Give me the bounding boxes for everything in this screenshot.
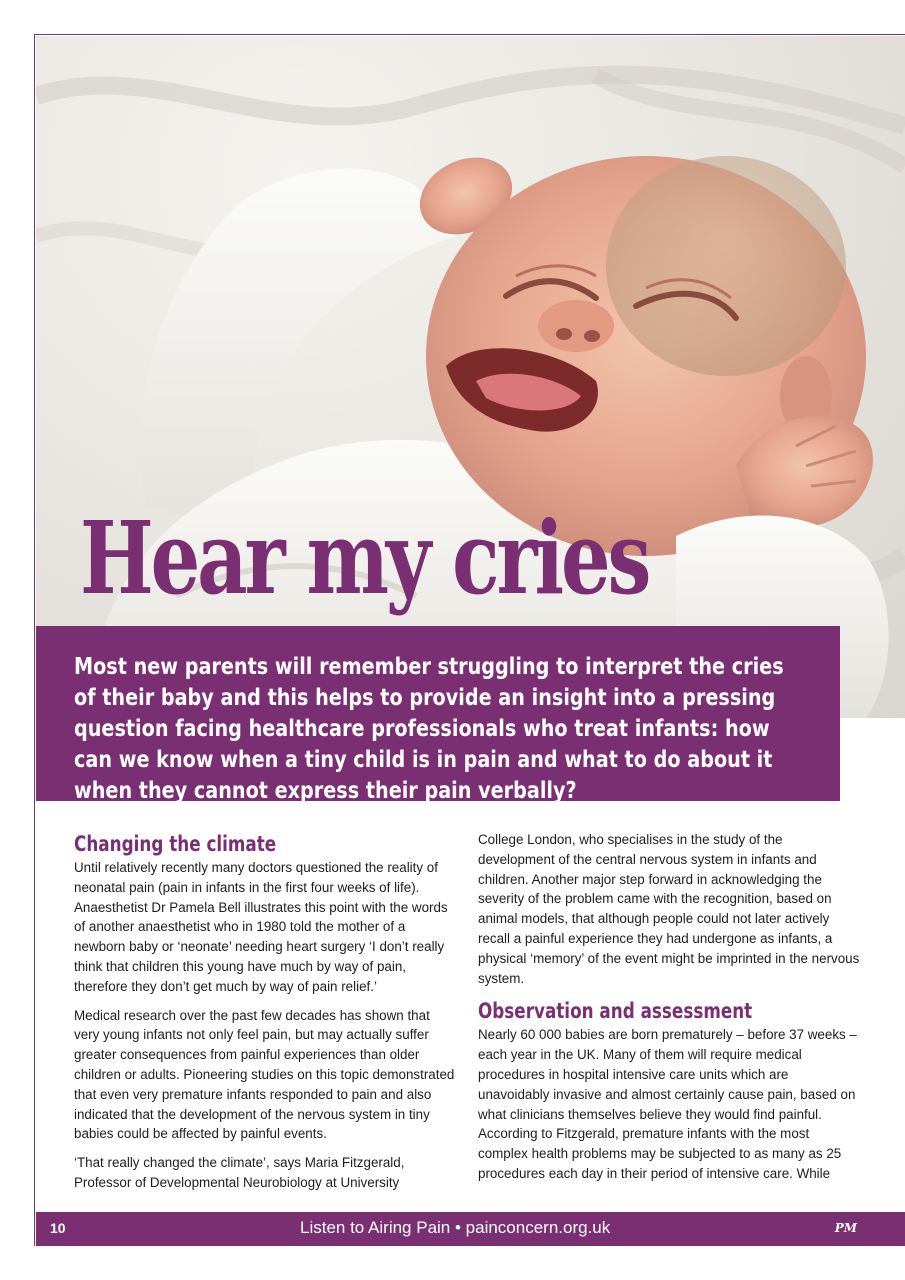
body-paragraph: Nearly 60 000 babies are born prematurely – before 37 weeks – each year in the UK. Many of them will require medical procedures in hospital intensive care units which are unavoidably invasive and almost certainly cause pain, based on what clinicians themselves believe they would find painful. According to Fitzgerald, premature infants with the most complex health problems may be subjected to as many as 25 procedures each day in their period of intensive care. While bbox=[478, 1027, 857, 1181]
right-column bbox=[478, 830, 862, 1193]
intro-text: Most new parents will remember struggling to interpret the cries of their baby and this helps to provide an insight into a pressing question facing healthcare professionals who treat infants: how can we know when a tiny child is in pain and what to do about it when they cannot express their pain verbally? bbox=[74, 654, 784, 804]
brand-logo: PM bbox=[834, 1221, 857, 1235]
left-column bbox=[74, 830, 458, 1202]
body-paragraph: Medical research over the past few decades has shown that very young infants not only feel pain, but may actually suffer greater consequences from painful experiences than older children or adults. Pioneering studies on this topic demonstrated that even very premature infants responded to pain and also indicated that the development of the nervous system in tiny babies could be affected by painful events. bbox=[74, 1007, 455, 1142]
footer-link-text[interactable]: Listen to Airing Pain • painconcern.org.uk bbox=[300, 1218, 611, 1237]
page-number: 10 bbox=[50, 1220, 66, 1236]
section-heading-observation: Observation and assessment bbox=[478, 999, 753, 1024]
page-footer bbox=[36, 1212, 905, 1246]
section-heading-changing-climate: Changing the climate bbox=[74, 832, 277, 856]
article-title: Hear my cries bbox=[80, 499, 649, 617]
body-paragraph: Until relatively recently many doctors questioned the reality of neonatal pain (pain in infants in the first four weeks of life). Anaesthetist Dr Pamela Bell illustrates this point with the words of another anaesthetist who in 1980 told the mother of a newborn baby or ‘neonate’ needing heart surgery ‘I don’t really think that children this young have much by way of pain, therefore they don’t get much by way of pain relief.’ bbox=[74, 860, 448, 994]
body-paragraph: ‘That really changed the climate’, says Maria Fitzgerald, Professor of Developmental Neurobiology at University bbox=[74, 1155, 405, 1190]
body-paragraph: College London, who specialises in the study of the development of the central nervous system in infants and children. Another major step forward in acknowledging the severity of the problem came with the recognition, based on animal models, that although people could not later actively recall a painful experience they had undergone as infants, a physical ‘memory’ of the event might be imprinted in the nervous system. bbox=[478, 832, 860, 986]
